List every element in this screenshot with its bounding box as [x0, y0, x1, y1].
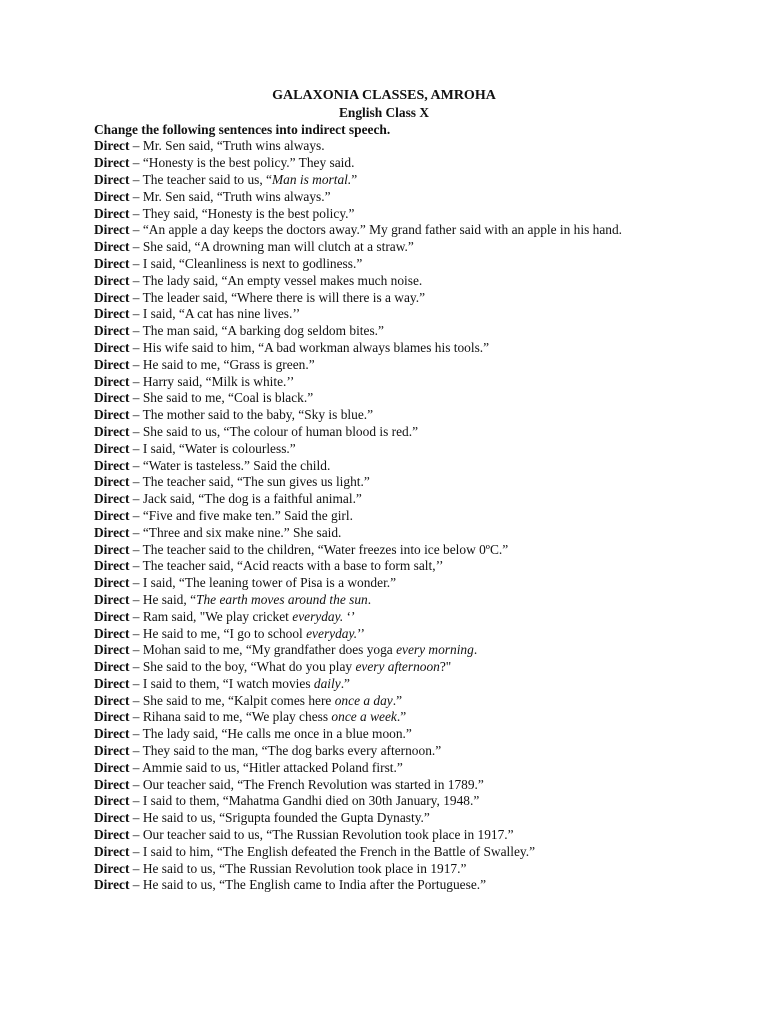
sentence-text: “Honesty is the best policy.” They said. — [142, 155, 355, 171]
italic-text: daily — [313, 675, 341, 691]
sentence-text: He said to us, “Srigupta founded the Gupta Dynasty.” — [142, 810, 430, 826]
direct-label: Direct — [94, 591, 130, 607]
sentence-text: The teacher said, “The sun gives us light.” — [142, 474, 370, 490]
separator: – — [129, 306, 143, 322]
sentence-text: I said, “Water is colourless.” — [142, 440, 296, 456]
sentence-text: The lady said, “An empty vessel makes much noise. — [142, 272, 423, 288]
sentence-text: Our teacher said to us, “The Russian Revolution took place in 1917.” — [142, 827, 514, 843]
sentence-line — [94, 777, 674, 794]
sentence-line — [94, 222, 674, 239]
separator: – — [129, 423, 143, 439]
sentence-text: Rihana said to me, “We play chess — [142, 709, 332, 725]
separator: – — [129, 642, 143, 658]
sentence-text: ’’ — [357, 625, 365, 641]
sentence-text: ” — [351, 171, 358, 187]
direct-label: Direct — [94, 155, 130, 171]
sentence-text: “Water is tasteless.” Said the child. — [142, 457, 331, 473]
sentence-line — [94, 172, 674, 189]
separator: – — [129, 407, 143, 423]
sentence-text: He said to me, “Grass is green.” — [142, 356, 315, 372]
sentence-text: I said, “The leaning tower of Pisa is a wonder.” — [142, 575, 397, 591]
separator: – — [129, 138, 143, 154]
separator: – — [129, 575, 143, 591]
sentence-line — [94, 206, 674, 223]
sentence-text: She said to us, “The colour of human blood is red.” — [142, 423, 419, 439]
separator: – — [129, 541, 143, 557]
sentence-line — [94, 861, 674, 878]
separator: – — [129, 188, 143, 204]
direct-label: Direct — [94, 339, 130, 355]
direct-label: Direct — [94, 860, 130, 876]
separator: – — [129, 390, 143, 406]
separator: – — [129, 205, 143, 221]
direct-label: Direct — [94, 205, 130, 221]
italic-text: Man is mortal. — [272, 171, 352, 187]
sentence-line — [94, 760, 674, 777]
separator: – — [129, 474, 143, 490]
sentence-line — [94, 306, 674, 323]
separator: – — [129, 591, 143, 607]
sentence-text: The teacher said to us, “ — [142, 171, 272, 187]
sentence-line — [94, 374, 674, 391]
sentence-line — [94, 609, 674, 626]
separator: – — [129, 877, 143, 893]
direct-label: Direct — [94, 457, 130, 473]
sentence-line — [94, 592, 674, 609]
sentence-line — [94, 407, 674, 424]
sentence-line — [94, 726, 674, 743]
sentence-line — [94, 642, 674, 659]
separator: – — [129, 289, 143, 305]
separator: – — [129, 726, 143, 742]
separator: – — [129, 339, 143, 355]
sentence-line — [94, 743, 674, 760]
separator: – — [129, 323, 143, 339]
sentence-line — [94, 693, 674, 710]
sentence-line — [94, 844, 674, 861]
instruction-text: Change the following sentences into indirect speech. — [94, 121, 391, 137]
separator: – — [129, 827, 143, 843]
direct-label: Direct — [94, 759, 130, 775]
sentence-text: The teacher said, “Acid reacts with a base to form salt,’’ — [142, 558, 444, 574]
sentence-line — [94, 441, 674, 458]
italic-text: every afternoon — [355, 659, 440, 675]
direct-label: Direct — [94, 373, 130, 389]
sentence-line — [94, 273, 674, 290]
direct-label: Direct — [94, 625, 130, 641]
sentence-line — [94, 558, 674, 575]
direct-label: Direct — [94, 474, 130, 490]
sentence-line — [94, 138, 674, 155]
direct-label: Direct — [94, 810, 130, 826]
sentence-text: Ram said, "We play cricket — [142, 608, 293, 624]
sentence-text: I said, “A cat has nine lives.’’ — [142, 306, 301, 322]
sentence-text: They said to the man, “The dog barks every afternoon.” — [142, 743, 442, 759]
direct-label: Direct — [94, 407, 130, 423]
italic-text: The earth moves around the sun — [196, 591, 368, 607]
separator: – — [129, 373, 143, 389]
separator: – — [129, 675, 143, 691]
sentence-line — [94, 676, 674, 693]
direct-label: Direct — [94, 726, 130, 742]
separator: – — [129, 255, 143, 271]
direct-label: Direct — [94, 524, 130, 540]
sentence-line — [94, 575, 674, 592]
sentence-line — [94, 155, 674, 172]
separator: – — [129, 793, 143, 809]
separator: – — [129, 440, 143, 456]
sentence-text: .” — [396, 709, 407, 725]
italic-text: once a week — [331, 709, 397, 725]
sentence-line — [94, 793, 674, 810]
separator: – — [129, 171, 143, 187]
sentence-list — [94, 138, 674, 894]
sentence-text: She said to the boy, “What do you play — [142, 659, 356, 675]
sentence-line — [94, 239, 674, 256]
sentence-text: His wife said to him, “A bad workman always blames his tools.” — [142, 339, 490, 355]
direct-label: Direct — [94, 507, 130, 523]
sentence-line — [94, 424, 674, 441]
sentence-line — [94, 323, 674, 340]
separator: – — [129, 491, 143, 507]
direct-label: Direct — [94, 608, 130, 624]
sentence-text: I said to him, “The English defeated the French in the Battle of Swalley.” — [142, 843, 536, 859]
sentence-line — [94, 626, 674, 643]
direct-label: Direct — [94, 171, 130, 187]
sentence-text: The leader said, “Where there is will there is a way.” — [142, 289, 426, 305]
italic-text: every morning — [396, 642, 474, 658]
direct-label: Direct — [94, 390, 130, 406]
direct-label: Direct — [94, 272, 130, 288]
separator: – — [129, 524, 143, 540]
direct-label: Direct — [94, 776, 130, 792]
separator: – — [129, 222, 143, 238]
sentence-text: Mr. Sen said, “Truth wins always.” — [142, 188, 331, 204]
sentence-text: ?" — [439, 659, 452, 675]
direct-label: Direct — [94, 793, 130, 809]
sentence-text: I said, “Cleanliness is next to godliness.” — [142, 255, 363, 271]
separator: – — [129, 759, 143, 775]
sentence-line — [94, 877, 674, 894]
direct-label: Direct — [94, 843, 130, 859]
sentence-text: Our teacher said, “The French Revolution was started in 1789.” — [142, 776, 484, 792]
sentence-text: Harry said, “Milk is white.’’ — [142, 373, 295, 389]
sentence-text: .” — [340, 675, 350, 691]
sentence-text: They said, “Honesty is the best policy.” — [142, 205, 355, 221]
direct-label: Direct — [94, 188, 130, 204]
sentence-line — [94, 491, 674, 508]
sentence-line — [94, 357, 674, 374]
sentence-text: The man said, “A barking dog seldom bites.” — [142, 323, 384, 339]
direct-label: Direct — [94, 222, 130, 238]
sentence-text: Mohan said to me, “My grandfather does yoga — [142, 642, 397, 658]
sentence-text: She said to me, “Coal is black.” — [142, 390, 314, 406]
direct-label: Direct — [94, 575, 130, 591]
sentence-line — [94, 659, 674, 676]
sentence-text: He said to us, “The English came to India after the Portuguese.” — [142, 877, 487, 893]
sentence-text: Ammie said to us, “Hitler attacked Poland first.” — [142, 759, 403, 775]
page-subtitle: English Class X — [338, 104, 430, 120]
sentence-text: “Three and six make nine.” She said. — [142, 524, 342, 540]
direct-label: Direct — [94, 323, 130, 339]
direct-label: Direct — [94, 423, 130, 439]
sentence-text: I said to them, “I watch movies — [142, 675, 314, 691]
sentence-line — [94, 474, 674, 491]
sentence-line — [94, 189, 674, 206]
direct-label: Direct — [94, 877, 130, 893]
sentence-line — [94, 390, 674, 407]
separator: – — [129, 558, 143, 574]
italic-text: everyday. — [306, 625, 358, 641]
separator: – — [129, 457, 143, 473]
direct-label: Direct — [94, 692, 130, 708]
sentence-text: He said to us, “The Russian Revolution took place in 1917.” — [142, 860, 467, 876]
separator: – — [129, 625, 143, 641]
sentence-line — [94, 340, 674, 357]
separator: – — [129, 692, 143, 708]
direct-label: Direct — [94, 642, 130, 658]
direct-label: Direct — [94, 289, 130, 305]
separator: – — [129, 272, 143, 288]
sentence-line — [94, 458, 674, 475]
direct-label: Direct — [94, 743, 130, 759]
sentence-text: “Five and five make ten.” Said the girl. — [142, 507, 353, 523]
sentence-line — [94, 256, 674, 273]
separator: – — [129, 507, 143, 523]
direct-label: Direct — [94, 138, 130, 154]
sentence-text: Mr. Sen said, “Truth wins always. — [142, 138, 325, 154]
direct-label: Direct — [94, 356, 130, 372]
direct-label: Direct — [94, 709, 130, 725]
sentence-line — [94, 709, 674, 726]
sentence-text: She said, “A drowning man will clutch at a straw.” — [142, 239, 414, 255]
sentence-text: . — [367, 591, 372, 607]
sentence-text: The lady said, “He calls me once in a blue moon.” — [142, 726, 412, 742]
separator: – — [129, 843, 143, 859]
italic-text: once a day — [334, 692, 393, 708]
sentence-text: The teacher said to the children, “Water freezes into ice below 0ºC.” — [142, 541, 509, 557]
direct-label: Direct — [94, 675, 130, 691]
separator: – — [129, 810, 143, 826]
separator: – — [129, 608, 143, 624]
worksheet-page — [94, 88, 674, 894]
direct-label: Direct — [94, 440, 130, 456]
sentence-line — [94, 542, 674, 559]
sentence-text: She said to me, “Kalpit comes here — [142, 692, 335, 708]
page-title: GALAXONIA CLASSES, AMROHA — [272, 88, 496, 103]
sentence-text: .” — [392, 692, 403, 708]
sentence-text: The mother said to the baby, “Sky is blue.” — [142, 407, 374, 423]
direct-label: Direct — [94, 541, 130, 557]
sentence-line — [94, 827, 674, 844]
direct-label: Direct — [94, 827, 130, 843]
direct-label: Direct — [94, 239, 130, 255]
separator: – — [129, 239, 143, 255]
sentence-text: “An apple a day keeps the doctors away.” My grand father said with an apple in his hand. — [142, 222, 623, 238]
separator: – — [129, 356, 143, 372]
direct-label: Direct — [94, 255, 130, 271]
sentence-text: ‘’ — [343, 608, 356, 624]
separator: – — [129, 155, 143, 171]
separator: – — [129, 709, 143, 725]
sentence-text: He said to me, “I go to school — [142, 625, 307, 641]
direct-label: Direct — [94, 491, 130, 507]
direct-label: Direct — [94, 558, 130, 574]
separator: – — [129, 659, 143, 675]
sentence-text: Jack said, “The dog is a faithful animal.” — [142, 491, 362, 507]
direct-label: Direct — [94, 306, 130, 322]
direct-label: Direct — [94, 659, 130, 675]
sentence-line — [94, 290, 674, 307]
sentence-text: . — [473, 642, 478, 658]
separator: – — [129, 860, 143, 876]
italic-text: everyday. — [292, 608, 344, 624]
sentence-line — [94, 810, 674, 827]
separator: – — [129, 776, 143, 792]
separator: – — [129, 743, 143, 759]
sentence-line — [94, 525, 674, 542]
sentence-line — [94, 508, 674, 525]
sentence-text: I said to them, “Mahatma Gandhi died on 30th January, 1948.” — [142, 793, 480, 809]
sentence-text: He said, “ — [142, 591, 197, 607]
